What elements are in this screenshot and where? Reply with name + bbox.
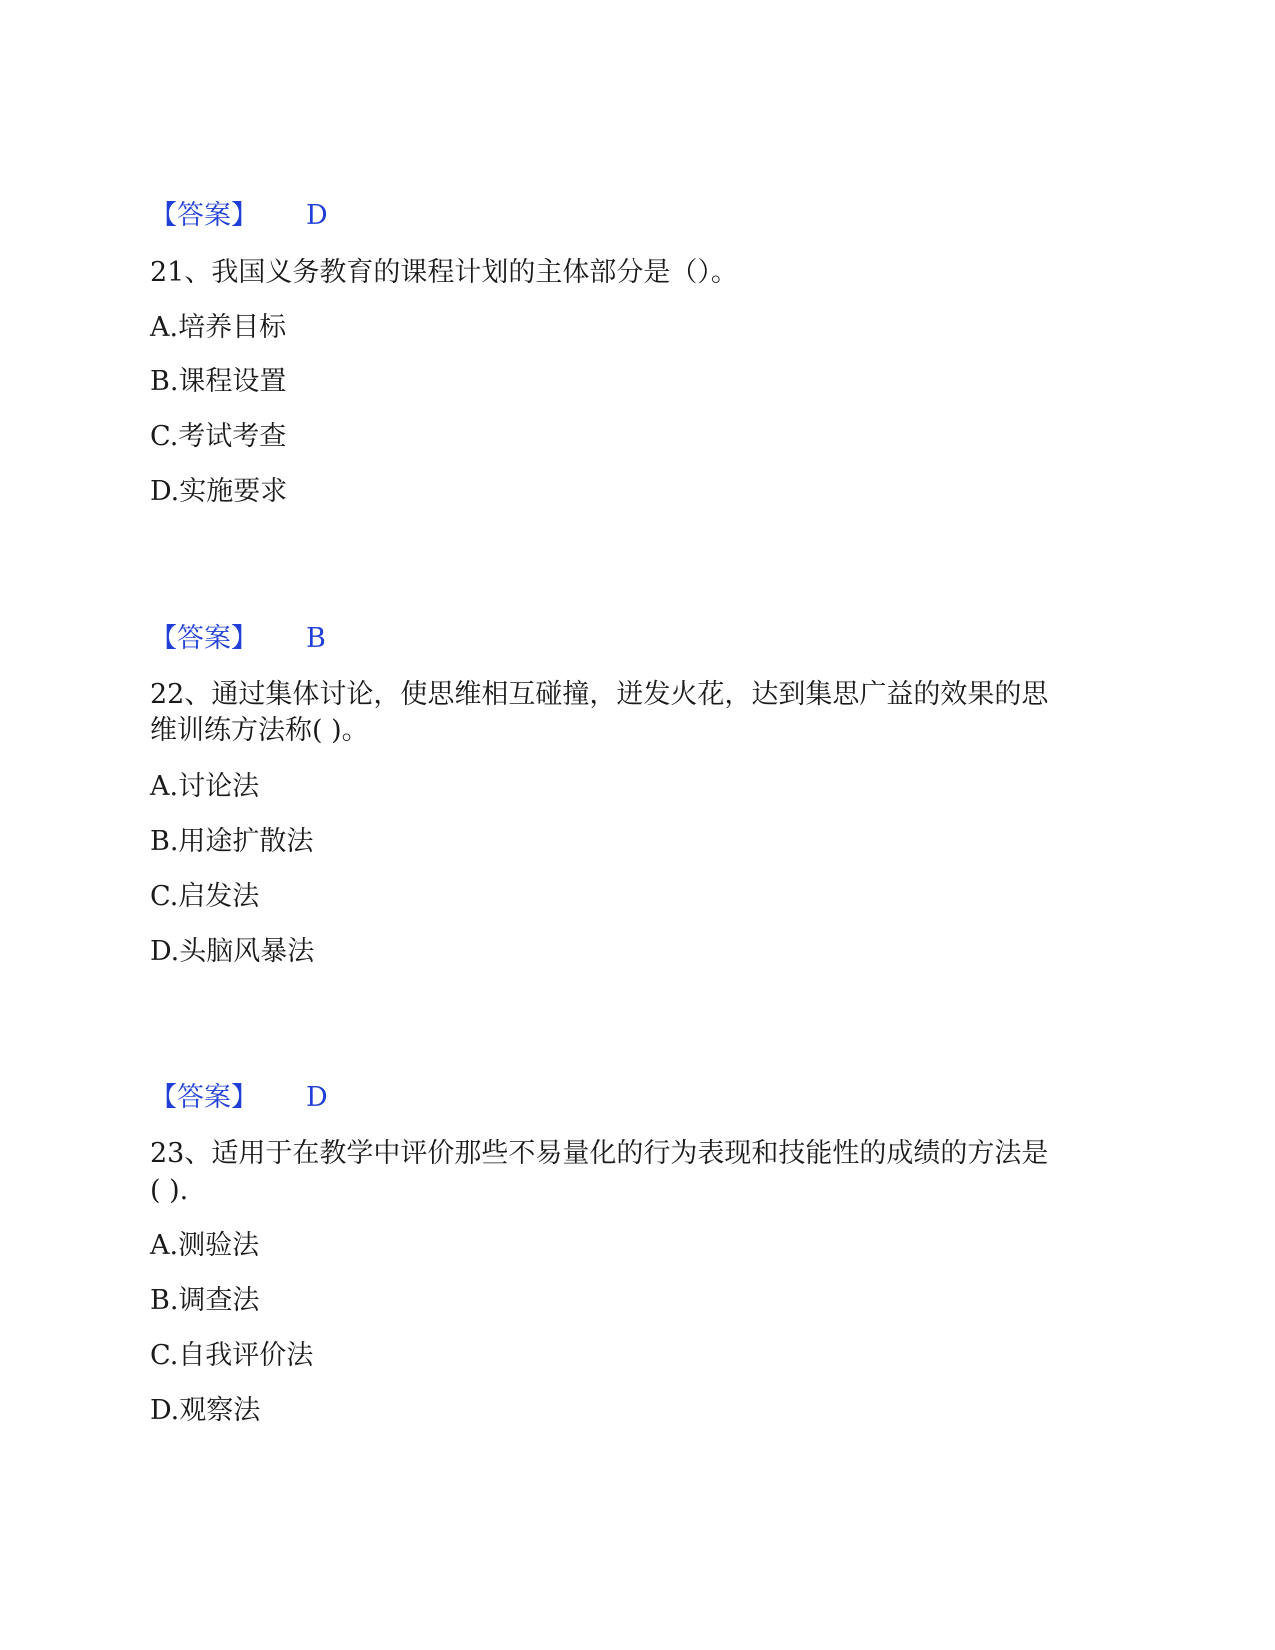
answer-q21 [150,623,326,654]
question-21-option-c: C.考试考查 [150,421,287,452]
answer-label: 【答案】 [150,1082,258,1113]
question-22-option-a: A.讨论法 [150,771,260,802]
question-23-option-d: D.观察法 [150,1395,261,1426]
question-22-option-c: C.启发法 [150,881,260,912]
question-21-option-d: D.实施要求 [150,476,288,507]
question-23-option-c: C.自我评价法 [150,1340,314,1371]
question-23-option-a: A.测验法 [150,1230,260,1261]
question-21-option-a: A.培养目标 [150,312,287,343]
answer-q20 [150,200,328,231]
answer-value: D [306,1082,328,1113]
answer-label: 【答案】 [150,200,258,231]
answer-value: B [306,623,326,654]
answer-value: D [306,200,328,231]
question-21-text: 21、我国义务教育的课程计划的主体部分是（）。 [150,257,738,288]
question-21-option-b: B.课程设置 [150,366,287,397]
question-23-text-line-1: 23、适用于在教学中评价那些不易量化的行为表现和技能性的成绩的方法是 [150,1138,1049,1169]
question-22-text-line-1: 22、通过集体讨论，使思维相互碰撞，迸发火花，达到集思广益的效果的思 [150,679,1049,710]
question-23-text-line-2: ( ). [150,1175,189,1206]
answer-label: 【答案】 [150,623,258,654]
question-22-text-line-2: 维训练方法称( )。 [150,715,369,746]
question-23-option-b: B.调查法 [150,1285,260,1316]
question-22-option-b: B.用途扩散法 [150,826,314,857]
question-22-option-d: D.头脑风暴法 [150,936,315,967]
answer-q22 [150,1082,328,1113]
